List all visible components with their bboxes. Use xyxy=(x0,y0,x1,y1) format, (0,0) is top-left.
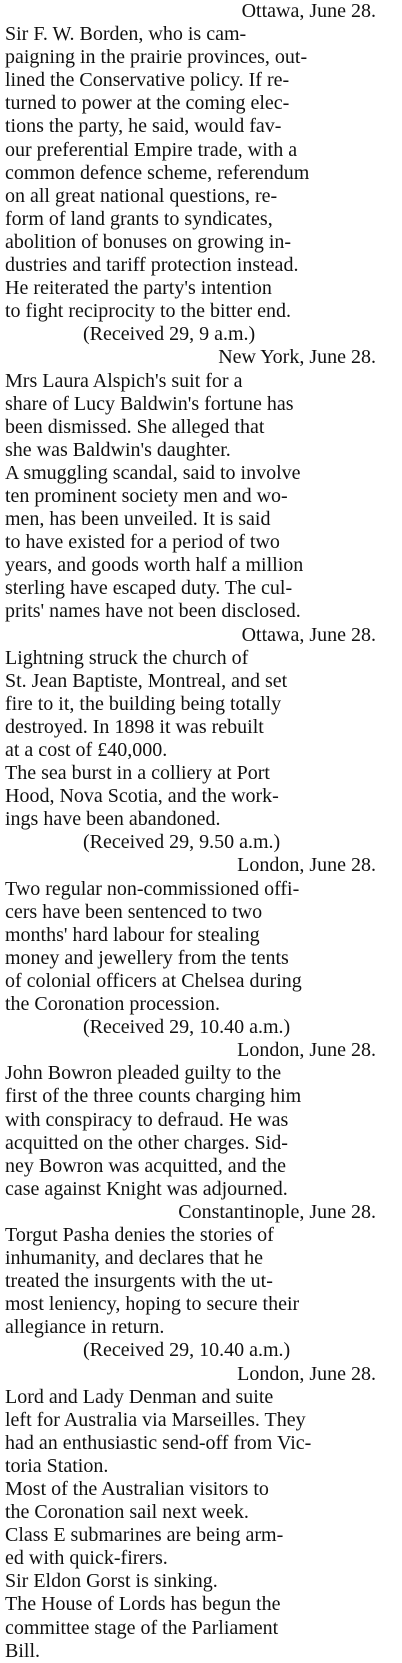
text-line: Lightning struck the church of xyxy=(5,646,249,669)
text-line: been dismissed. She alleged that xyxy=(5,415,265,438)
text-line: common defence scheme, referendum xyxy=(5,161,310,184)
text-line: toria Station. xyxy=(5,1454,109,1477)
text-line: to fight reciprocity to the bitter end. xyxy=(5,300,292,323)
text-line: St. Jean Baptiste, Montreal, and set xyxy=(5,669,288,692)
text-line: allegiance in return. xyxy=(5,1316,165,1339)
text-line: to have existed for a period of two xyxy=(5,531,280,554)
text-line: Two regular non-commissioned offi- xyxy=(5,877,300,900)
text-line: treated the insurgents with the ut- xyxy=(5,1270,273,1293)
text-line: first of the three counts charging him xyxy=(5,1085,302,1108)
text-line: cers have been sentenced to two xyxy=(5,900,263,923)
text-line: ed with quick-firers. xyxy=(5,1547,168,1570)
text-line: John Bowron pleaded guilty to the xyxy=(5,1062,282,1085)
dateline-london-2: London, June 28. xyxy=(237,1039,376,1062)
text-line: left for Australia via Marseilles. They xyxy=(5,1408,306,1431)
text-line: prits' names have not been disclosed. xyxy=(5,600,301,623)
text-line: Most of the Australian visitors to xyxy=(5,1478,269,1500)
text-line: destroyed. In 1898 it was rebuilt xyxy=(5,715,264,738)
text-line: fire to it, the building being totally xyxy=(5,692,282,715)
text-line: at a cost of £40,000. xyxy=(5,739,168,761)
dateline-constantinople: Constantinople, June 28. xyxy=(178,1200,376,1223)
received-note: (Received 29, 10.40 a.m.) xyxy=(83,1016,291,1039)
text-line: The sea burst in a colliery at Port xyxy=(5,762,270,785)
text-line: committee stage of the Parliament xyxy=(5,1616,279,1639)
text-line: Torgut Pasha denies the stories of xyxy=(5,1223,274,1246)
text-line: The House of Lords has begun the xyxy=(5,1593,281,1616)
text-line: sterling have escaped duty. The cul- xyxy=(5,577,293,600)
text-line: money and jewellery from the tents xyxy=(5,946,289,969)
text-line: months' hard labour for stealing xyxy=(5,923,260,946)
text-line: inhumanity, and declares that he xyxy=(5,1247,264,1270)
text-line: tions the party, he said, would fav- xyxy=(5,115,282,138)
dateline-london-3: London, June 28. xyxy=(237,1362,376,1385)
text-line: share of Lucy Baldwin's fortune has xyxy=(5,392,294,415)
text-line: Class E submarines are being arm- xyxy=(5,1524,284,1547)
text-line: paigning in the prairie provinces, out- xyxy=(5,46,308,69)
text-line: ings have been abandoned. xyxy=(5,808,221,831)
dateline-ottawa-1: Ottawa, June 28. xyxy=(241,0,376,22)
text-line: form of land grants to syndicates, xyxy=(5,207,273,230)
text-line: with conspiracy to defraud. He was xyxy=(5,1108,289,1131)
dateline-new-york: New York, June 28. xyxy=(218,346,376,369)
text-line: the Coronation sail next week. xyxy=(5,1501,249,1524)
text-line: most leniency, hoping to secure their xyxy=(5,1293,300,1316)
text-line: men, has been unveiled. It is said xyxy=(5,508,271,531)
text-line: of colonial officers at Chelsea during xyxy=(5,969,302,992)
text-line: abolition of bonuses on growing in- xyxy=(5,230,292,253)
text-line: dustries and tariff protection instead. xyxy=(5,254,299,277)
text-line: lined the Conservative policy. If re- xyxy=(5,69,290,92)
text-line: our preferential Empire trade, with a xyxy=(5,138,298,161)
text-line: Mrs Laura Alspich's suit for a xyxy=(5,369,243,392)
received-note: (Received 29, 10.40 a.m.) xyxy=(83,1339,291,1362)
text-line: Sir Eldon Gorst is sinking. xyxy=(5,1570,218,1593)
text-line: case against Knight was adjourned. xyxy=(5,1177,288,1200)
text-line: had an enthusiastic send-off from Vic- xyxy=(5,1431,312,1454)
text-line: turned to power at the coming elec- xyxy=(5,92,290,115)
text-line: years, and goods worth half a million xyxy=(5,554,304,577)
received-note: (Received 29, 9.50 a.m.) xyxy=(83,831,281,854)
text-line: she was Baldwin's daughter. xyxy=(5,438,231,461)
text-line: ten prominent society men and wo- xyxy=(5,484,288,507)
received-note: (Received 29, 9 a.m.) xyxy=(83,323,256,346)
text-line: Hood, Nova Scotia, and the work- xyxy=(5,785,279,808)
text-line: Lord and Lady Denman and suite xyxy=(5,1385,274,1408)
text-line: A smuggling scandal, said to involve xyxy=(5,461,301,484)
text-line: acquitted on the other charges. Sid- xyxy=(5,1131,288,1154)
text-line: the Coronation procession. xyxy=(5,993,220,1016)
text-line: Sir F. W. Borden, who is cam- xyxy=(5,23,247,46)
text-line: on all great national questions, re- xyxy=(5,184,278,207)
dateline-ottawa-2: Ottawa, June 28. xyxy=(241,623,376,646)
text-line: Bill. xyxy=(5,1639,41,1662)
text-line: ney Bowron was acquitted, and the xyxy=(5,1154,287,1177)
dateline-london-1: London, June 28. xyxy=(237,854,376,877)
text-line: He reiterated the party's intention xyxy=(5,277,272,300)
